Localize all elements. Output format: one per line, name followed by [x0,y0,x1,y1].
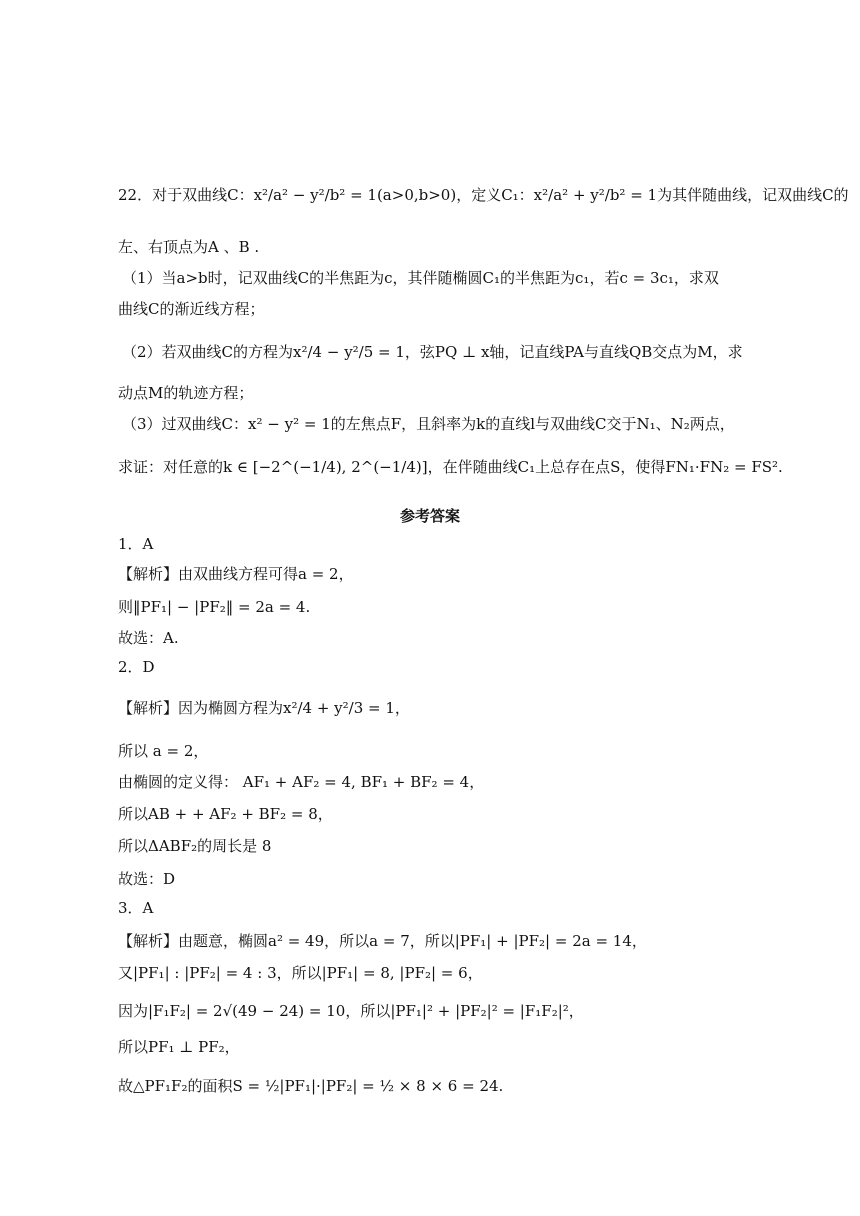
answer-line: 2．D [118,658,155,676]
answer-line: 故选：D [118,870,176,888]
answer-line: 【解析】由题意，椭圆a² = 49，所以a = 7，所以|PF₁| + |PF₂| = 2a = 14， [118,932,647,950]
problem-line-7: （3）过双曲线C：x² − y² = 1的左焦点F，且斜率为k的直线l与双曲线C交于N₁、N₂两点， [122,415,735,433]
answer-line: 故△PF₁F₂的面积S = ½|PF₁|·|PF₂| = ½ × 8 × 6 = 24. [118,1077,504,1095]
answer-line: 因为|F₁F₂| = 2√(49 − 24) = 10，所以|PF₁|² + |PF₂|² = |F₁F₂|²， [118,1002,584,1020]
answer-line: 所以PF₁ ⊥ PF₂， [118,1038,240,1056]
answer-line: 由椭圆的定义得： AF₁ + AF₂ = 4, BF₁ + BF₂ = 4， [118,773,485,791]
answer-line: 又|PF₁| : |PF₂| = 4 : 3，所以|PF₁| = 8, |PF₂| = 6， [118,964,483,982]
answer-line: 所以ΔABF₂的周长是 8 [118,837,272,855]
answers-heading: 参考答案 [399,507,460,525]
answer-line: 则‖PF₁| − |PF₂‖ = 2a = 4. [118,598,311,616]
answer-line: 所以 a = 2， [118,742,209,760]
answer-line: 所以AB + + AF₂ + BF₂ = 8， [118,805,333,823]
answer-line: 故选：A. [118,629,179,647]
problem-line-1: 22．对于双曲线C：x²/a² − y²/b² = 1(a>0,b>0)，定义C₁：x²/a² + y²/b² = 1为其伴随曲线，记双曲线C的 [118,186,849,204]
answer-line: 【解析】因为椭圆方程为x²/4 + y²/3 = 1， [118,699,410,717]
problem-line-3: （1）当a>b时，记双曲线C的半焦距为c，其伴随椭圆C₁的半焦距为c₁，若c = 3c₁，求双 [122,269,719,287]
problem-line-5: （2）若双曲线C的方程为x²/4 − y²/5 = 1，弦PQ ⊥ x轴，记直线PA与直线QB交点为M，求 [122,343,743,361]
problem-line-4: 曲线C的渐近线方程； [118,300,265,318]
answer-line: 3．A [118,899,154,917]
answer-line: 1．A [118,535,154,553]
problem-line-2: 左、右顶点为A 、B . [118,238,260,256]
problem-line-6: 动点M的轨迹方程； [118,384,254,402]
answer-line: 【解析】由双曲线方程可得a = 2， [118,565,354,583]
problem-line-8: 求证：对任意的k ∈ [−2^(−1/4), 2^(−1/4)]，在伴随曲线C₁上总存在点S，使得FN₁·FN₂ = FS². [118,458,783,476]
